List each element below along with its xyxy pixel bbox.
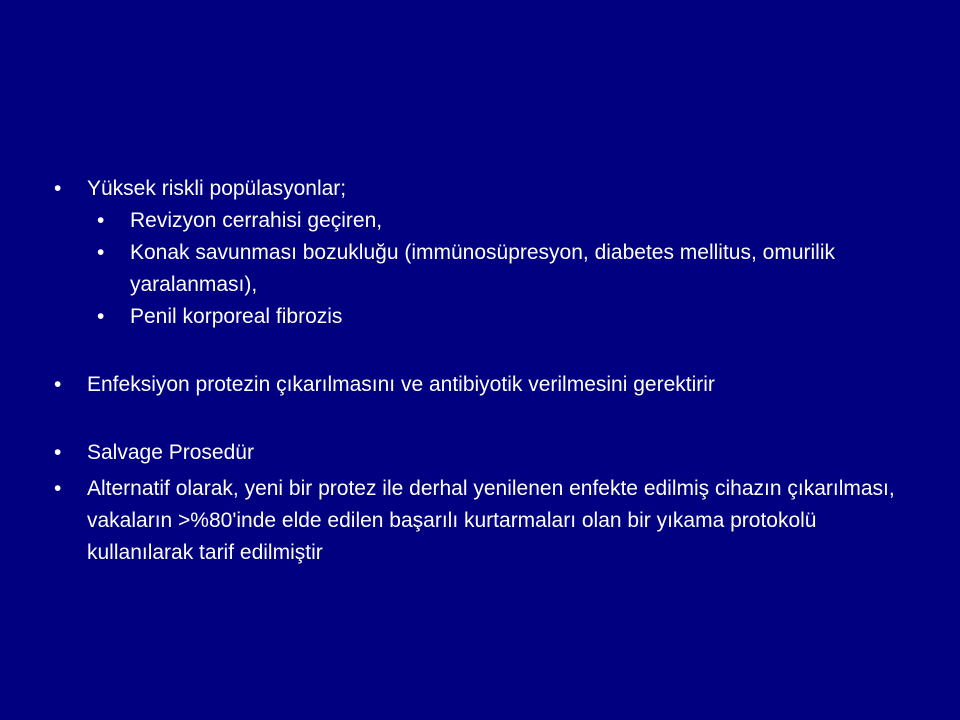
bullet-salvage-procedure xyxy=(54,437,924,469)
sub-bullet-revision-surgery xyxy=(97,205,924,237)
bullet-text: Enfeksiyon protezin çıkarılmasını ve antibiyotik verilmesini gerektirir xyxy=(87,373,715,396)
bullet-infection-removal xyxy=(54,369,924,401)
bullet-text: Konak savunması bozukluğu (immünosüpresyon, diabetes mellitus, omurilik yaralanması), xyxy=(130,241,835,296)
bullet-marker: • xyxy=(97,305,105,328)
bullet-alternative-washout xyxy=(54,473,924,569)
bullet-marker: • xyxy=(54,477,62,500)
bullet-text: Revizyon cerrahisi geçiren, xyxy=(130,209,383,232)
bullet-marker: • xyxy=(54,373,62,396)
bullet-marker: • xyxy=(97,209,105,232)
sub-bullet-penile-fibrosis xyxy=(97,301,924,333)
bullet-high-risk-populations xyxy=(54,173,924,205)
bullet-text: Salvage Prosedür xyxy=(87,441,254,464)
bullet-text: Yüksek riskli popülasyonlar; xyxy=(87,177,347,200)
bullet-text: Alternatif olarak, yeni bir protez ile derhal yenilenen enfekte edilmiş cihazın çıkarılması, vakaların >%80'inde elde edilen başarılı kurtarmaları olan bir yıkama protokolü kullanılarak tarif edilmiştir xyxy=(87,477,895,564)
bullet-marker: • xyxy=(54,441,62,464)
sub-bullet-host-defense xyxy=(97,237,924,301)
bullet-text: Penil korporeal fibrozis xyxy=(130,305,343,328)
bullet-marker: • xyxy=(97,241,105,264)
bullet-marker: • xyxy=(54,177,62,200)
bullet-list xyxy=(54,173,924,569)
